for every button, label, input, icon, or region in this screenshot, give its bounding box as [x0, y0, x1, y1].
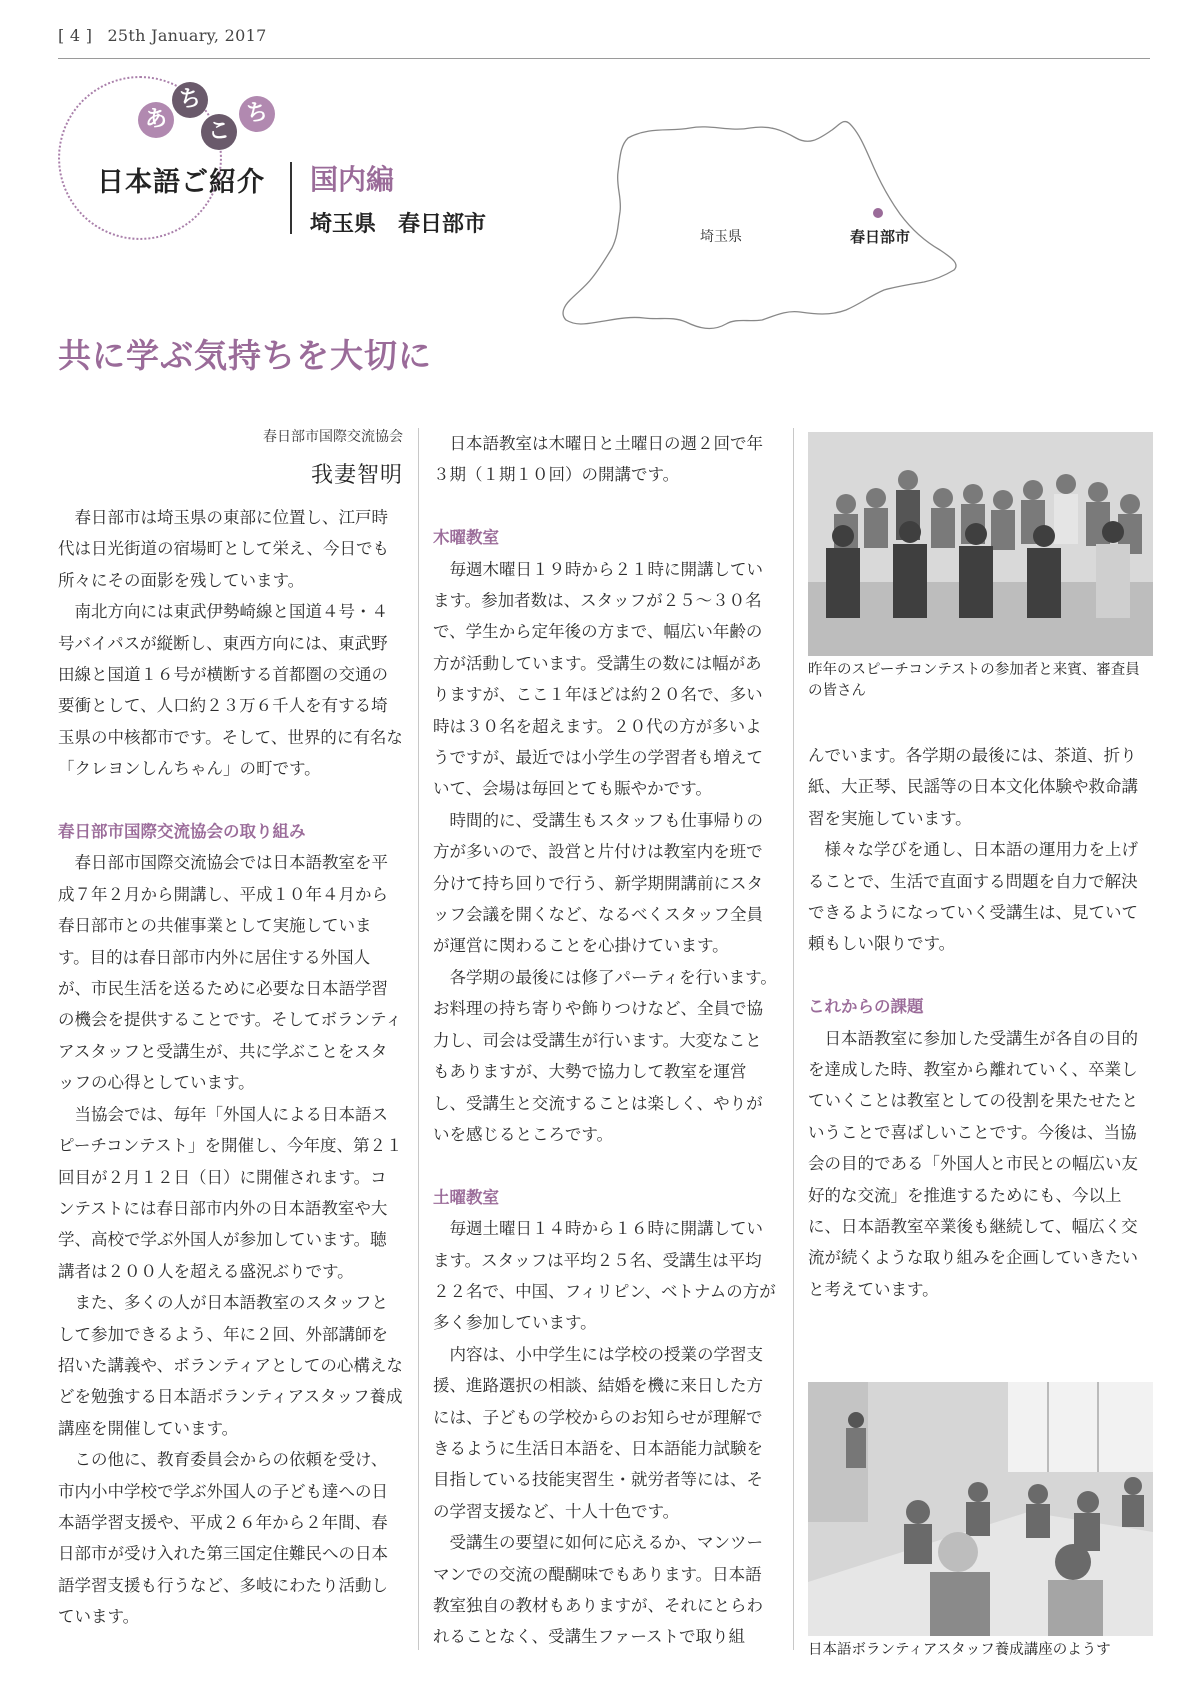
logo-bubble-ko: こ [201, 114, 237, 150]
paragraph: 様々な学びを通し、日本語の運用力を上げることで、生活で直面する問題を自力で解決できるようになっていく受講生は、見ていて頼もしい限りです。 [808, 840, 1138, 954]
location-label: 埼玉県 春日部市 [310, 212, 487, 237]
section-heading-future: これからの課題 [808, 997, 924, 1017]
logo-title: 日本語ご紹介 [97, 167, 265, 198]
page-number: [ 4 ] [58, 26, 93, 45]
paragraph: んでいます。各学期の最後には、茶道、折り紙、大正琴、民謡等の日本文化体験や救命講習を実施しています。 [808, 746, 1138, 828]
paragraph: 各学期の最後には修了パーティを行います。お料理の持ち寄りや飾りつけなど、全員で協力し、司会は受講生が行います。大変なこともありますが、大勢で協力して教室を運営し、受講生と交流することは楽しく、やりがいを感じるところです。 [433, 967, 777, 1144]
section-heading: 春日部市国際交流協会の取り組み [58, 822, 306, 842]
column-rule-1 [418, 428, 419, 1650]
saitama-map [520, 110, 970, 340]
paragraph: 受講生の要望に如何に応えるか、マンツーマンでの交流の醍醐味でもあります。日本語教室独自の教材もありますが、それにとらわれることなく、受講生ファーストで取り組 [433, 1533, 763, 1647]
prefecture-outline [563, 122, 956, 329]
paragraph: 春日部市は埼玉県の東部に位置し、江戸時代は日光街道の宿場町として栄え、今日でも所々にその面影を残しています。 [58, 508, 389, 590]
logo-bubble-chi2: ち [239, 96, 275, 132]
logo-bubble-chi1: ち [172, 82, 208, 118]
article-headline: 共に学ぶ気持ちを大切に [58, 336, 432, 375]
column-3 [808, 740, 1153, 1305]
volunteer-training-photo [808, 1382, 1153, 1636]
issue-date: 25th January, 2017 [107, 26, 267, 45]
paragraph: また、多くの人が日本語教室のスタッフとして参加できるよう、年に２回、外部講師を招いた講義や、ボランティアとしての心構えなどを勉強する日本語ボランティアスタッフ養成講座を開催しています。 [58, 1293, 403, 1438]
column-1 [58, 502, 403, 1633]
paragraph: 毎週木曜日１９時から２１時に開講しています。参加者数は、スタッフが２５～３０名で、学生から定年後の方まで、幅広い年齢の方が活動しています。受講生の数には幅がありますが、ここ１年ほどは約２０名で、多い時は３０名を超えます。２０代の方が多いようですが、最近では小学生の学習者も増えていて、会場は毎回とても賑やかです。 [433, 559, 763, 799]
photo2-caption: 日本語ボランティアスタッフ養成講座のようす [808, 1642, 1111, 1658]
logo-bubble-a: あ [138, 102, 174, 138]
author-name: 我妻智明 [310, 463, 403, 488]
paragraph: 日本語教室は木曜日と土曜日の週２回で年３期（１期１０回）の開講です。 [433, 434, 763, 485]
paragraph: 南北方向には東武伊勢崎線と国道４号・４号バイパスが縦断し、東西方向には、東武野田線と国道１６号が横断する首都圏の交通の要衝として、人口約２３万６千人を有する埼玉県の中核都市です。そして、世界的に有名な「クレヨンしんちゃん」の町です。 [58, 602, 403, 779]
city-marker [873, 208, 883, 218]
author-organization: 春日部市国際交流協会 [263, 429, 403, 445]
speech-contest-photo [808, 432, 1153, 656]
paragraph: 時間的に、受講生もスタッフも仕事帰りの方が多いので、設営と片付けは教室内を班で分けて持ち回りで行う、新学期開講前にスタッフ会議を開くなど、なるべくスタッフ全員が運営に関わることを心掛けています。 [433, 810, 763, 956]
section-heading-thursday: 木曜教室 [433, 528, 499, 548]
paragraph: 当協会では、毎年「外国人による日本語スピーチコンテスト」を開催し、今年度、第２１回目が２月１２日（日）に開催されます。コンテストには春日部市内外の日本語教室や大学、高校で学ぶ外国人が参加しています。聴講者は２００人を超える盛況ぶりです。 [58, 1104, 403, 1281]
paragraph: この他に、教育委員会からの依頼を受け、市内小中学校で学ぶ外国人の子ども達への日本語学習支援や、平成２６年から２年間、春日部市が受け入れた第三国定住難民への日本語学習支援も行うなど、多岐にわたり活動しています。 [58, 1450, 388, 1627]
paragraph: 日本語教室に参加した受講生が各自の目的を達成した時、教室から離れていく、卒業していくことは教室としての役割を果たせたということで喜ばしいことです。今後は、当協会の目的である「外国人と市民との幅広い友好的な交流」を推進するためにも、今以上に、日本語教室卒業後も継続して、幅広く交流が続くような取り組みを企画していきたいと考えています。 [808, 1028, 1138, 1299]
column-2 [433, 428, 778, 1653]
column-rule-2 [793, 428, 794, 1650]
section-heading-saturday: 土曜教室 [433, 1187, 499, 1207]
header-divider [290, 162, 292, 234]
paragraph: 春日部市国際交流協会では日本語教室を平成７年２月から開講し、平成１０年４月から春日部市との共催事業として実施しています。目的は春日部市内外に居住する外国人が、市民生活を送るために必要な日本語学習の機会を提供することです。そしてボランティアスタッフと受講生が、共に学ぶことをスタッフの心得としています。 [58, 853, 402, 1093]
page-header [58, 26, 1150, 59]
photo1-caption: 昨年のスピーチコンテストの参加者と来賓、審査員の皆さん [808, 662, 1140, 699]
map-prefecture-label: 埼玉県 [700, 229, 742, 245]
map-city-label: 春日部市 [850, 228, 911, 246]
paragraph: 毎週土曜日１４時から１６時に開講しています。スタッフは平均２５名、受講生は平均２２名で、中国、フィリピン、ベトナムの方が多く参加しています。 [433, 1219, 776, 1333]
paragraph: 内容は、小中学生には学校の授業の学習支援、進路選択の相談、結婚を機に来日した方には、子どもの学校からのお知らせが理解できるように生活日本語を、日本語能力試験を目指している技能実習生・就労者等には、その学習支援など、十人十色です。 [433, 1344, 763, 1521]
section-label: 国内編 [310, 163, 395, 196]
